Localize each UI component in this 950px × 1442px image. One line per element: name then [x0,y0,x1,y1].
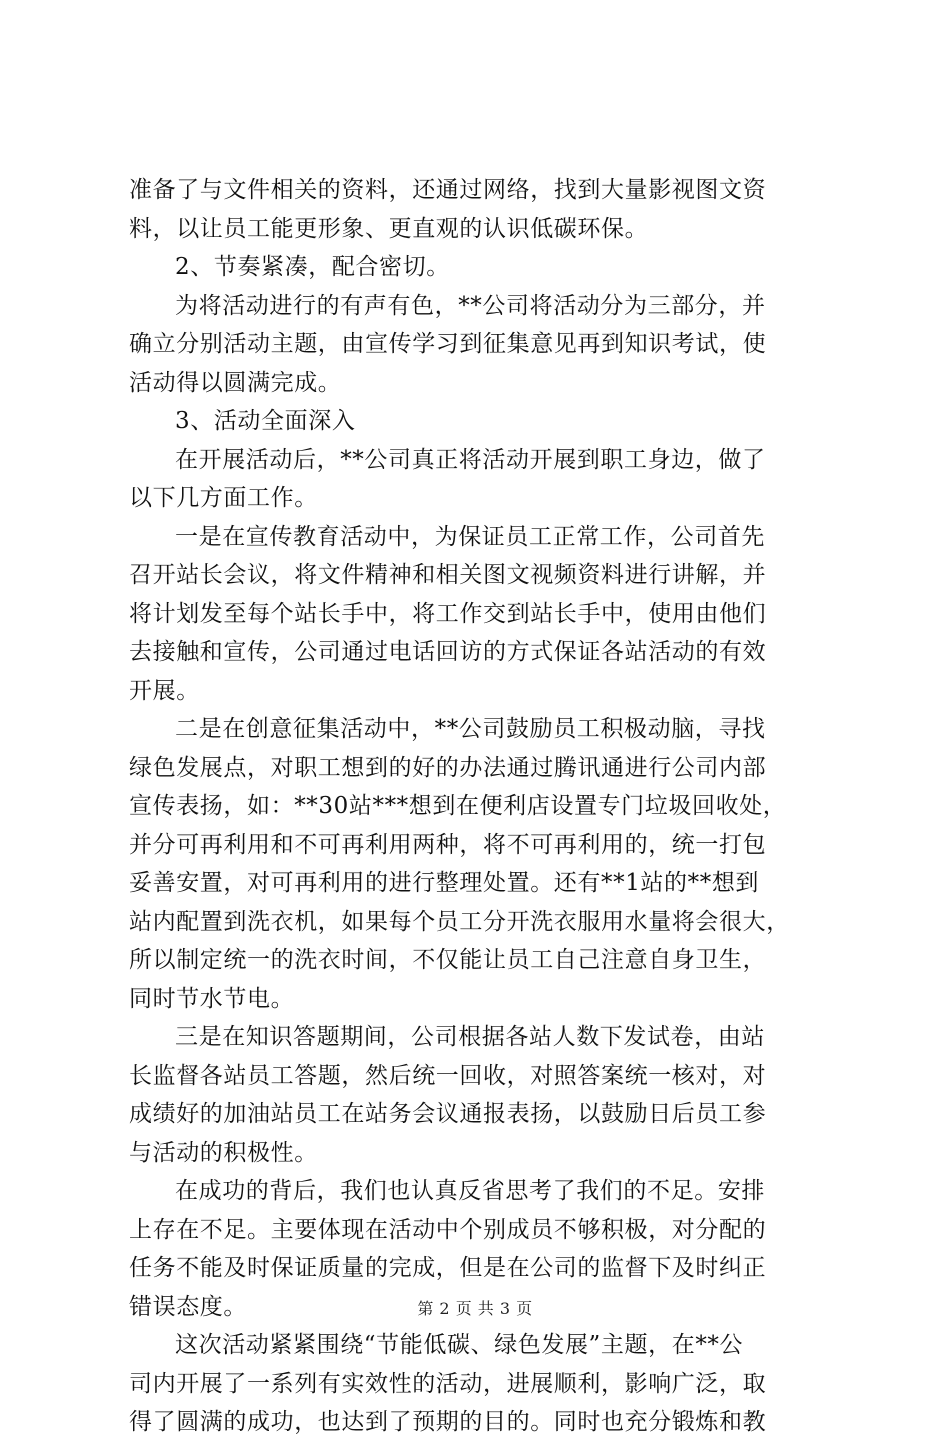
page-footer: 第 2 页 共 3 页 [417,1299,533,1318]
text-line: 长监督各站员工答题，然后统一回收，对照答案统一核对，对 [129,1062,767,1089]
text-line: 开展。 [129,677,200,704]
text-line: 任务不能及时保证质量的完成，但是在公司的监督下及时纠正 [129,1255,767,1281]
text-line: 妥善安置，对可再利用的进行整理处置。还有**1站的**想到 [129,870,760,896]
document-body [129,171,834,1442]
text-line: 在成功的背后，我们也认真反省思考了我们的不足。安排 [175,1178,765,1204]
text-line: 一是在宣传教育活动中，为保证员工正常工作，公司首先 [175,523,765,550]
text-line: 得了圆满的成功，也达到了预期的目的。同时也充分锻炼和教 [129,1409,767,1435]
text-line: 二是在创意征集活动中，**公司鼓励员工积极动脑，寻找 [175,716,766,742]
text-line: 司内开展了一系列有实效性的活动，进展顺利，影响广泛，取 [129,1370,767,1397]
text-line: 2、节奏紧凑，配合密切。 [175,254,450,280]
text-line: 料，以让员工能更形象、更直观的认识低碳环保。 [129,215,649,242]
text-line: 三是在知识答题期间，公司根据各站人数下发试卷，由站 [175,1024,765,1050]
text-line: 上存在不足。主要体现在活动中个别成员不够积极，对分配的 [129,1216,767,1243]
text-line: 将计划发至每个站长手中，将工作交到站长手中，使用由他们 [129,600,767,627]
text-line: 所以制定统一的洗衣时间，不仅能让员工自己注意自身卫生， [129,947,767,973]
text-line: 站内配置到洗衣机，如果每个员工分开洗衣服用水量将会很大， [129,908,790,935]
text-line: 准备了与文件相关的资料，还通过网络，找到大量影视图文资 [129,177,767,203]
text-line: 为将活动进行的有声有色，**公司将活动分为三部分，并 [175,292,766,319]
text-line: 绿色发展点，对职工想到的好的办法通过腾讯通进行公司内部 [129,754,767,781]
text-line: 去接触和宣传，公司通过电话回访的方式保证各站活动的有效 [129,639,767,665]
text-line: 3、活动全面深入 [175,408,356,434]
text-line: 错误态度。 [129,1293,247,1320]
text-line: 在开展活动后，**公司真正将活动开展到职工身边，做了 [175,446,766,473]
text-line: 成绩好的加油站员工在站务会议通报表扬，以鼓励日后员工参 [129,1101,767,1127]
text-line: 这次活动紧紧围绕“节能低碳、绿色发展”主题，在**公 [175,1332,744,1358]
text-line: 以下几方面工作。 [129,485,318,511]
text-line: 同时节水节电。 [129,985,295,1012]
text-line: 确立分别活动主题，由宣传学习到征集意见再到知识考试，使 [129,331,767,357]
text-line: 并分可再利用和不可再利用两种，将不可再利用的，统一打包 [129,831,767,858]
text-line: 活动得以圆满完成。 [129,369,342,396]
text-line: 与活动的积极性。 [129,1139,318,1166]
text-line: 召开站长会议，将文件精神和相关图文视频资料进行讲解，并 [129,562,767,588]
text-line: 宣传表扬，如：**30站***想到在便利店设置专门垃圾回收处， [129,793,787,819]
